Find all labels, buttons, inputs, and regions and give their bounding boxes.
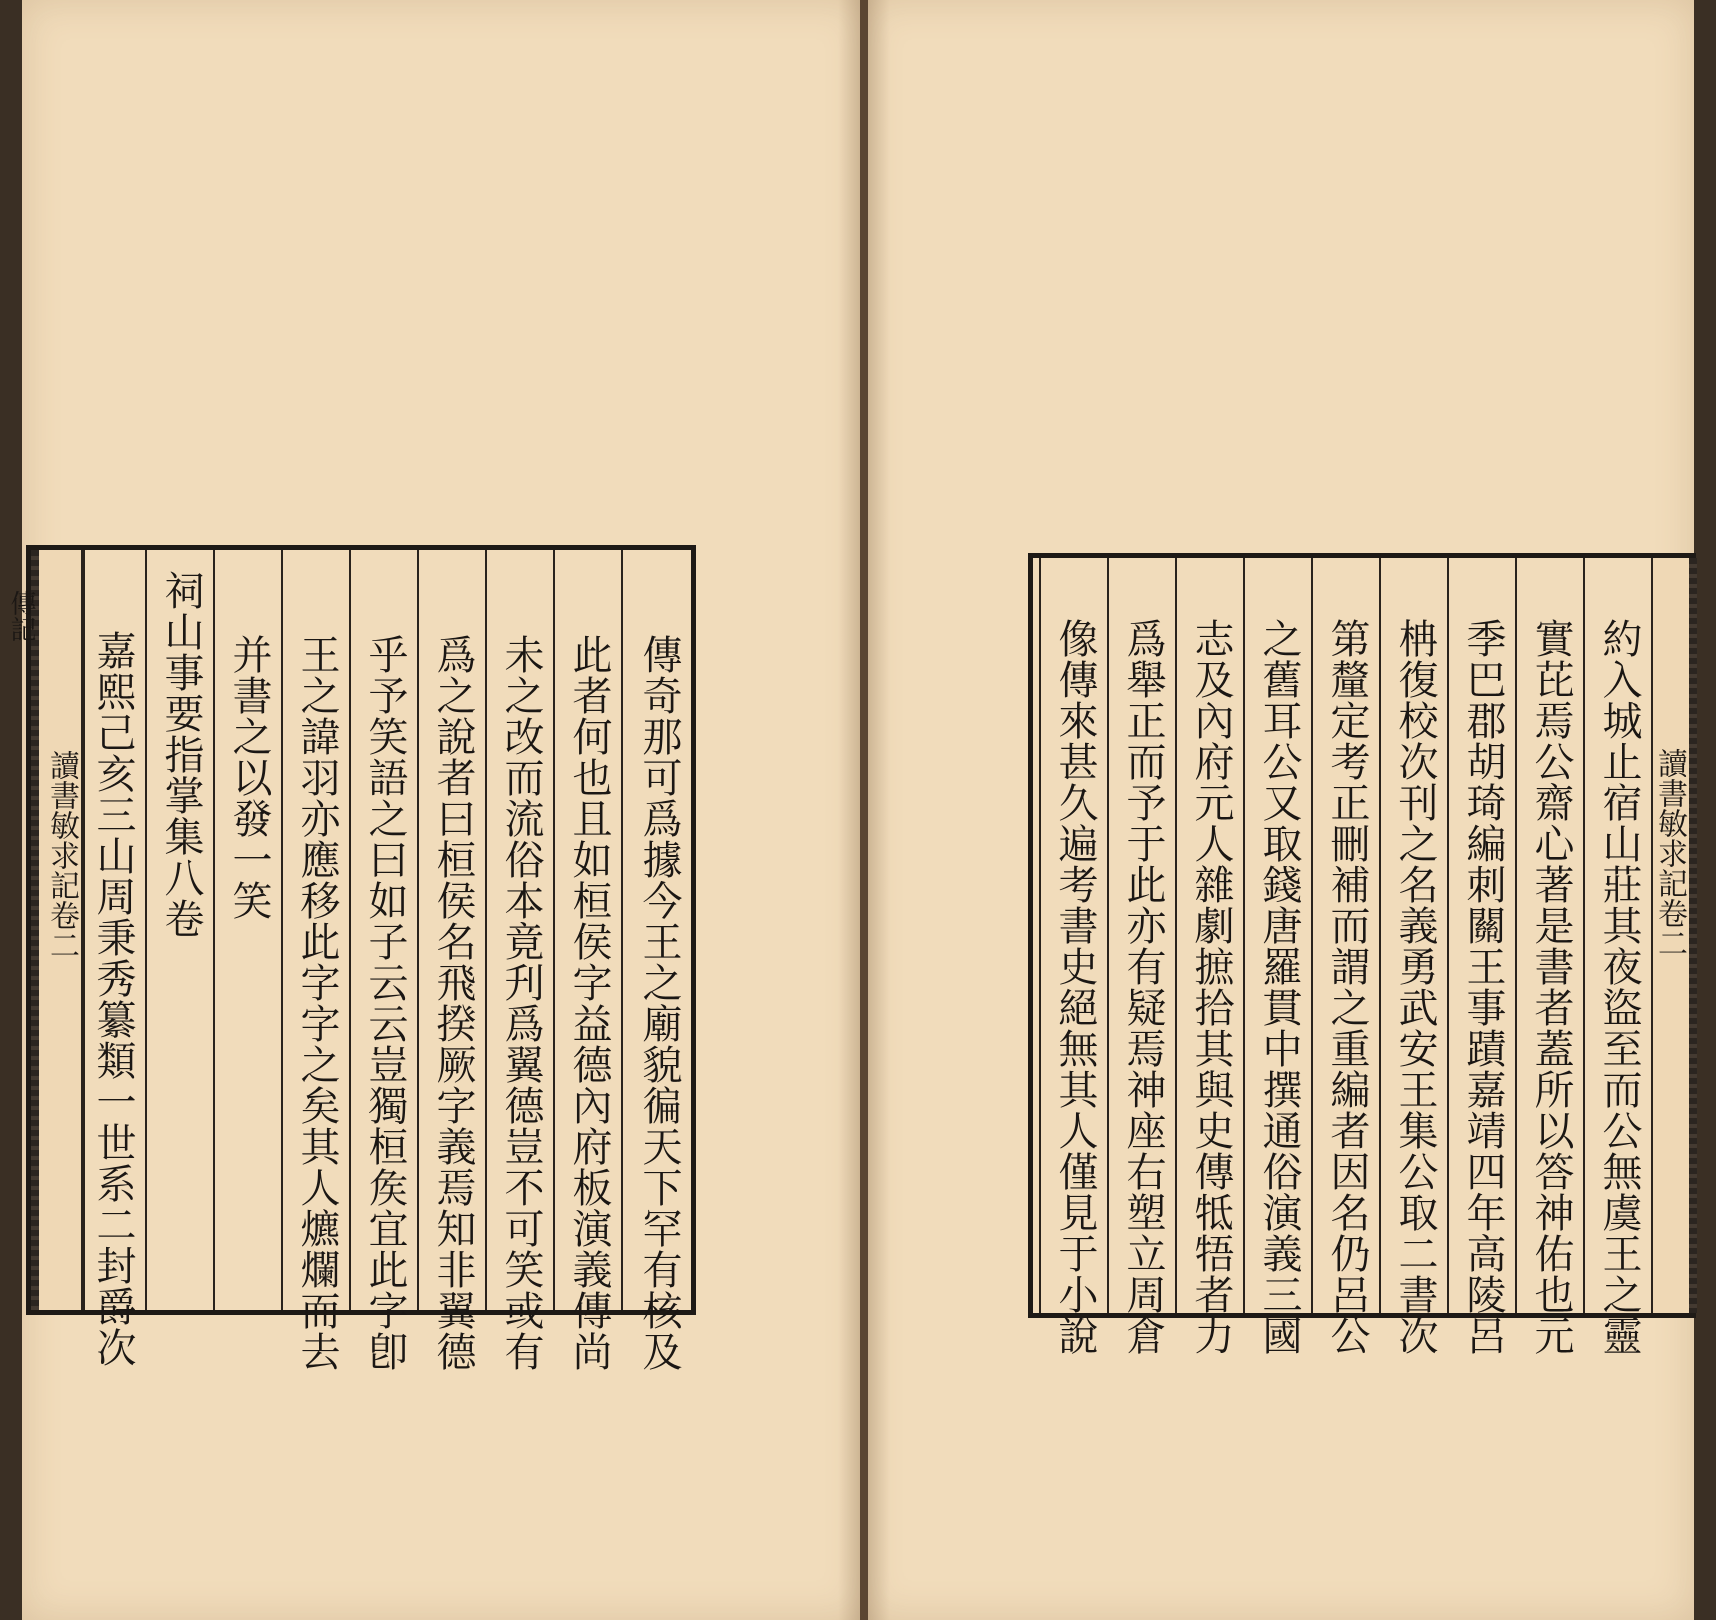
left-margin-section: 傳記 [6,590,36,642]
left-column-5: 乎予笑語之曰如子云云豈獨桓矦宜此字卽 [349,550,417,1310]
right-column-9: 像傳來甚久遍考書史絕無其人僅見于小說 [1039,558,1107,1313]
right-column-1: 約入城止宿山莊其夜盜至而公無虞王之靈 [1583,558,1651,1313]
left-block-heart [6,550,83,1310]
book-spine [860,0,868,1620]
right-column-4: 柟復校次刊之名義勇武安王集公取二書次 [1379,558,1447,1313]
right-text-block [1028,553,1696,1356]
right-column-6: 之舊耳公又取錢唐羅貫中撰通俗演義三國 [1243,558,1311,1313]
right-margin-strip [1689,558,1697,1313]
left-column-3: 未之改而流俗本竟刋爲翼德豈不可笑或有 [485,550,553,1310]
right-column-3: 季巴郡胡琦編刺關王事蹟嘉靖四年高陵呂 [1447,558,1515,1313]
left-column-2: 此者何也且如桓侯字益德內府板演義傳尚 [553,550,621,1310]
left-column-6: 王之諱羽亦應移此字字之矣其人爊爛而去 [281,550,349,1310]
right-column-5: 第釐定考正刪補而謂之重編者因名仍呂公 [1311,558,1379,1313]
left-column-9: 嘉熙己亥三山周秉秀纂類一世系二封爵次 [83,550,145,1310]
right-column-2: 實芘焉公齋心著是書者蓋所以答神佑也元 [1515,558,1583,1313]
right-column-8: 爲舉正而予于此亦有疑焉神座右塑立周倉 [1107,558,1175,1313]
left-column-1: 傳奇那可爲據今王之廟貌徧天下罕有核及 [621,550,691,1310]
left-margin-folio [0,590,1,1310]
left-margin-title: 讀書敏求記卷二 [44,750,79,960]
left-column-4: 爲之說者曰桓侯名飛揆厥字義焉知非翼德 [417,550,485,1310]
left-column-8: 祠山事要指掌集八卷 [145,550,213,1310]
left-column-7: 并書之以發一笑 [213,550,281,1310]
left-text-block [6,545,696,1372]
right-margin-title: 讀書敏求記卷二 [1652,748,1687,958]
right-column-7: 志及內府元人雜劇摭拾其與史傳牴牾者力 [1175,558,1243,1313]
right-block-heart [1651,558,1689,1313]
